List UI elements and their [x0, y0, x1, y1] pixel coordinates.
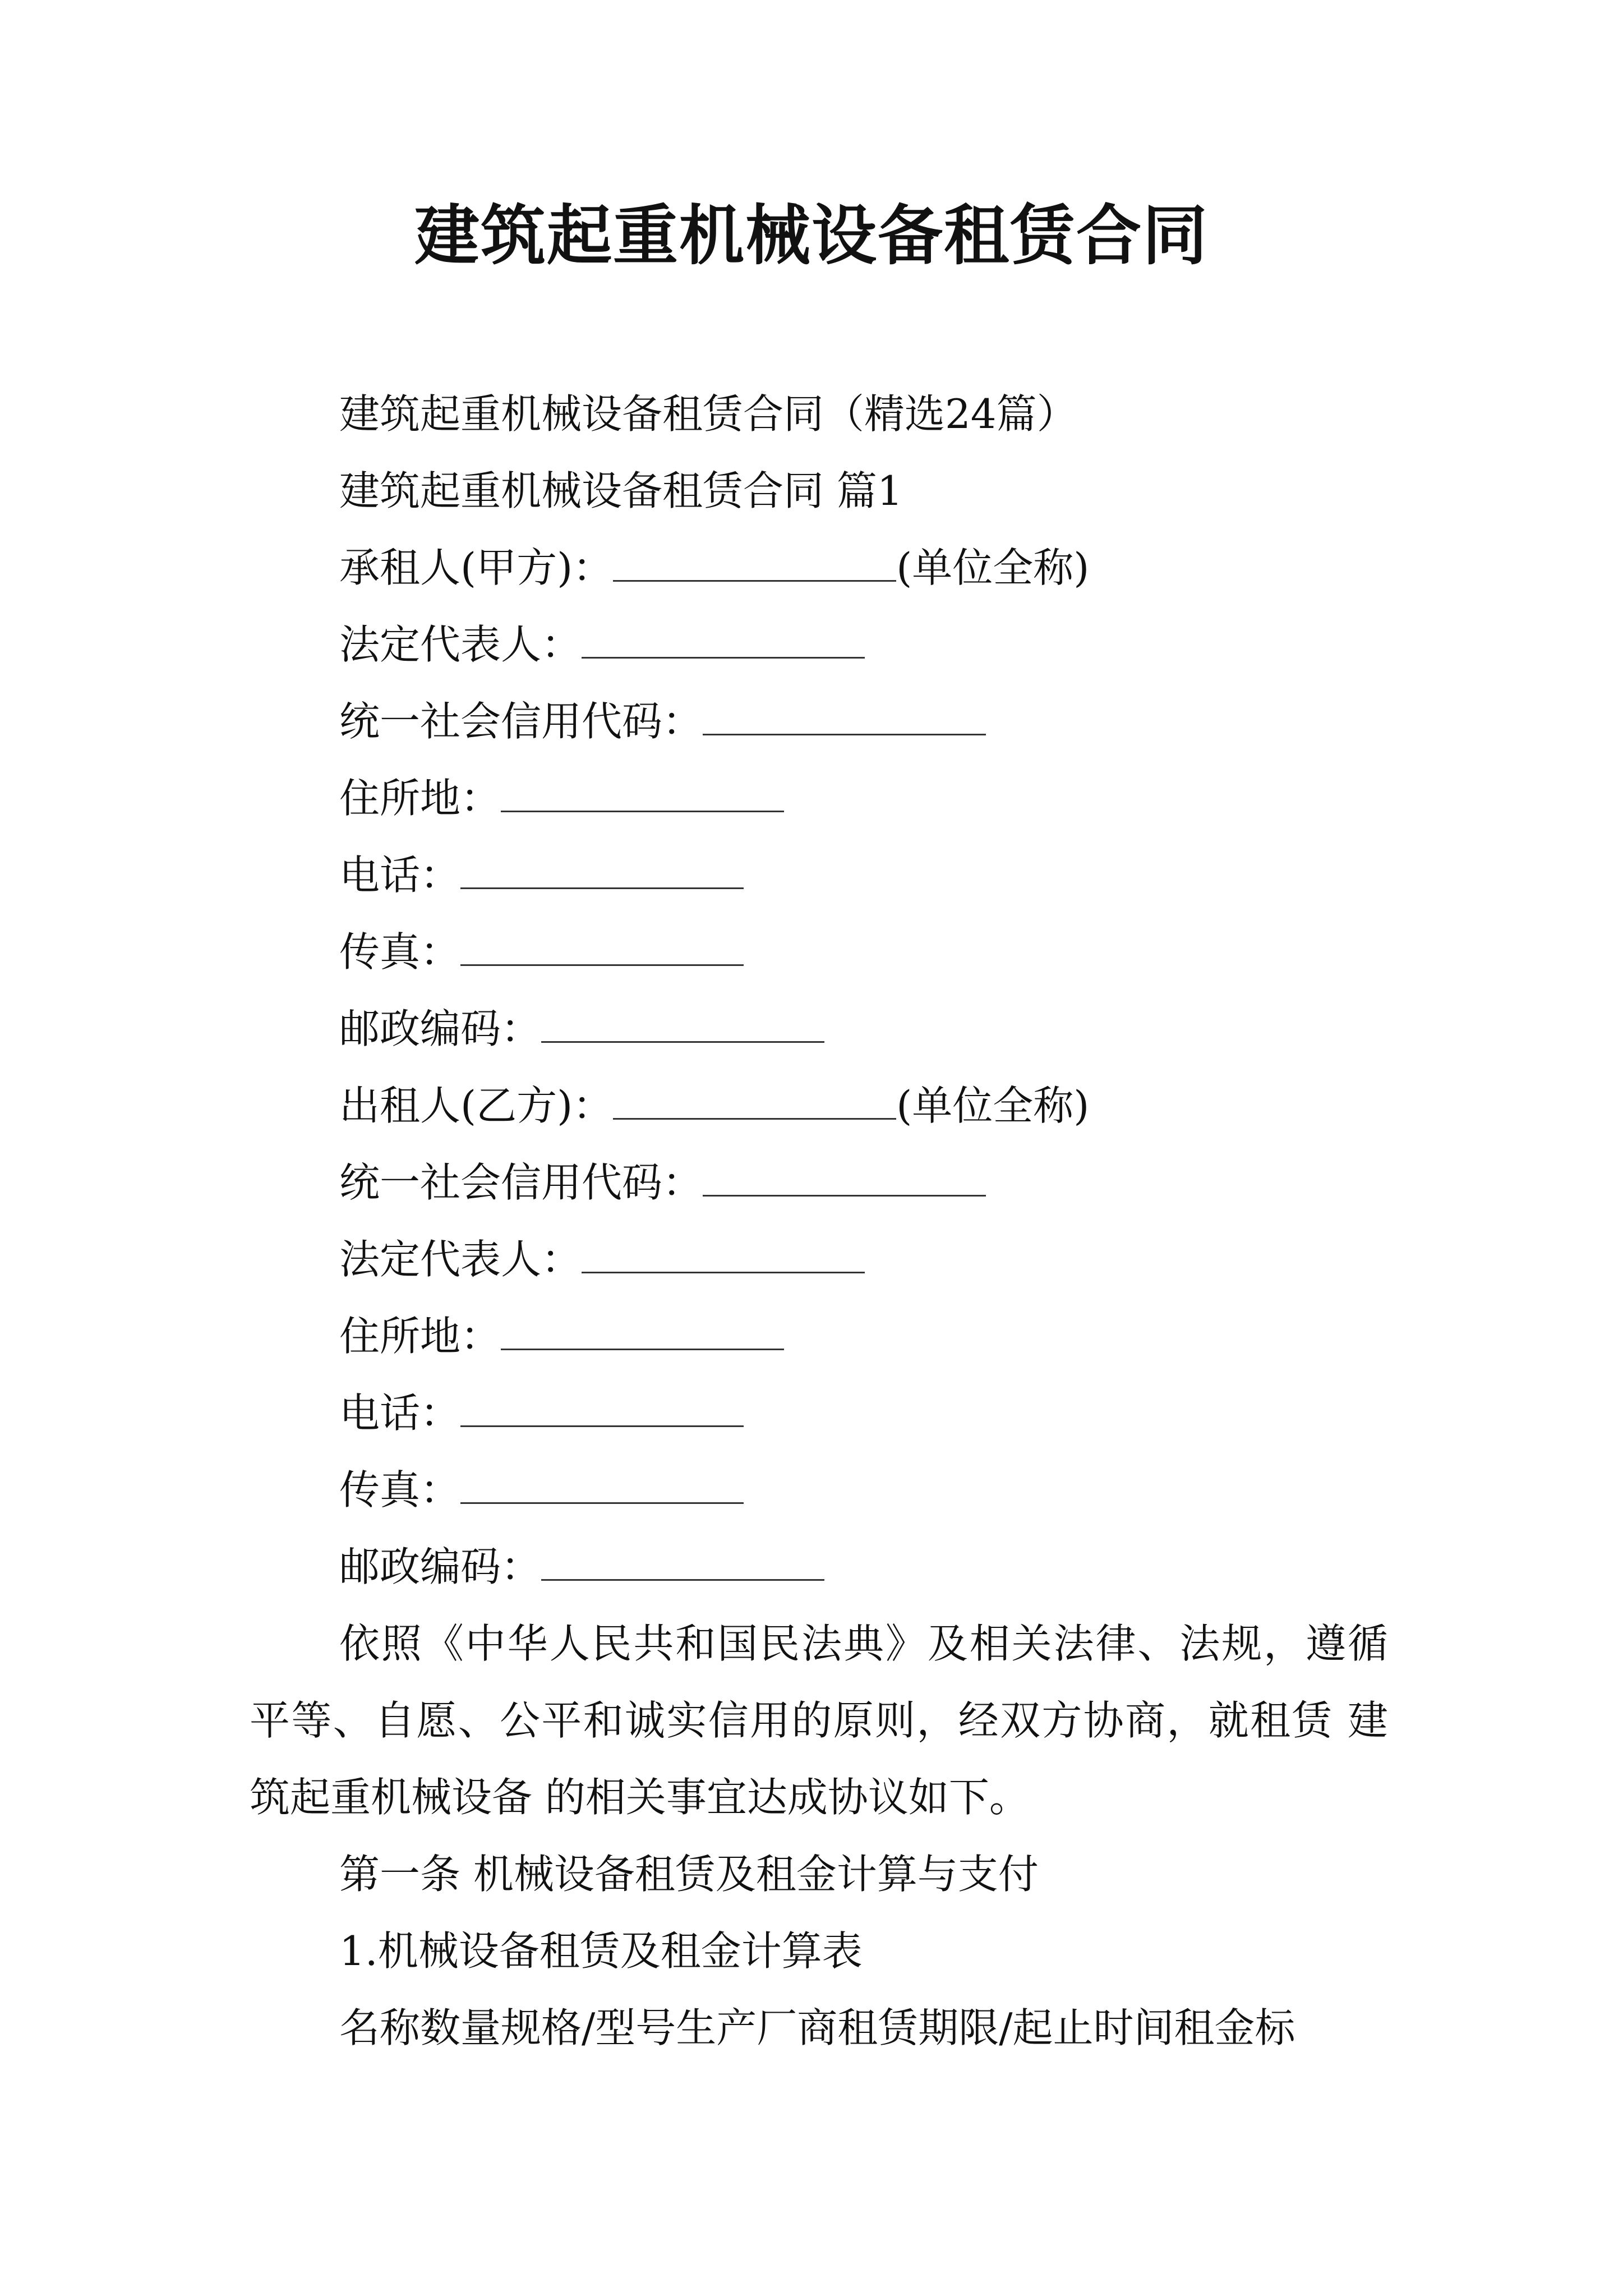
party-b-name-blank	[613, 1084, 896, 1120]
party-b-address-blank	[501, 1315, 784, 1350]
party-b-fax-label: 传真：	[339, 1466, 461, 1513]
party-b-name-suffix: (单位全称)	[896, 1082, 1090, 1129]
party-b-legal-rep-row	[250, 1221, 1388, 1298]
document-subtitle: 建筑起重机械设备租赁合同（精选24篇）	[339, 390, 1077, 438]
party-b-name-row	[250, 1068, 1388, 1144]
party-a-legal-rep-row	[250, 606, 1388, 683]
party-b-phone-blank	[460, 1392, 744, 1427]
party-b-address-label: 住所地：	[339, 1313, 501, 1360]
party-a-legal-rep-label: 法定代表人：	[339, 621, 582, 668]
party-a-credit-code-blank	[703, 700, 986, 735]
party-a-legal-rep-blank	[582, 623, 865, 659]
party-a-postcode-blank	[541, 1007, 824, 1043]
party-a-name-blank	[613, 546, 896, 582]
party-a-address-blank	[501, 777, 784, 812]
party-a-fax-blank	[460, 931, 744, 966]
party-b-postcode-blank	[541, 1545, 824, 1581]
party-b-credit-code-blank	[703, 1161, 986, 1197]
party-a-fax-label: 传真：	[339, 928, 461, 976]
preamble-paragraph: 依照《中华人民共和国民法典》及相关法律、法规，遵循平等、自愿、公平和诚实信用的原则，经双方协商，就租赁 建筑起重机械设备 的相关事宜达成协议如下。	[250, 1620, 1388, 1821]
party-b-phone-row	[250, 1375, 1388, 1452]
party-b-phone-label: 电话：	[339, 1389, 461, 1437]
party-a-address-row	[250, 760, 1388, 837]
party-a-phone-row	[250, 837, 1388, 914]
party-b-credit-code-label: 统一社会信用代码：	[339, 1159, 703, 1206]
party-a-name-label: 承租人(甲方)：	[339, 544, 614, 591]
document-title: 建筑起重机械设备租赁合同	[414, 197, 1209, 274]
party-a-fax-row	[250, 914, 1388, 991]
party-a-address-label: 住所地：	[339, 775, 501, 822]
party-a-phone-blank	[460, 854, 744, 889]
section-heading: 建筑起重机械设备租赁合同 篇1	[339, 467, 903, 514]
party-a-postcode-label: 邮政编码：	[339, 1005, 542, 1052]
party-a-name-row	[250, 530, 1388, 606]
party-a-credit-code-label: 统一社会信用代码：	[339, 698, 703, 745]
party-b-name-label: 出租人(乙方)：	[339, 1082, 614, 1129]
item-1-heading: 1.机械设备租赁及租金计算表	[339, 1927, 863, 1975]
party-a-postcode-row	[250, 991, 1388, 1068]
party-b-credit-code-row	[250, 1144, 1388, 1221]
rental-table-header: 名称数量规格/型号生产厂商租赁期限/起止时间租金标	[339, 2004, 1295, 2051]
party-b-postcode-row	[250, 1529, 1388, 1605]
party-a-phone-label: 电话：	[339, 852, 461, 899]
party-b-legal-rep-blank	[582, 1238, 865, 1273]
party-b-address-row	[250, 1298, 1388, 1375]
document-body	[250, 376, 1388, 2067]
party-a-name-suffix: (单位全称)	[896, 544, 1090, 591]
article-1-heading: 第一条 机械设备租赁及租金计算与支付	[339, 1851, 1039, 1898]
party-b-fax-blank	[460, 1469, 744, 1504]
party-b-postcode-label: 邮政编码：	[339, 1543, 542, 1590]
party-b-legal-rep-label: 法定代表人：	[339, 1236, 582, 1283]
party-b-fax-row	[250, 1452, 1388, 1529]
party-a-credit-code-row	[250, 683, 1388, 760]
